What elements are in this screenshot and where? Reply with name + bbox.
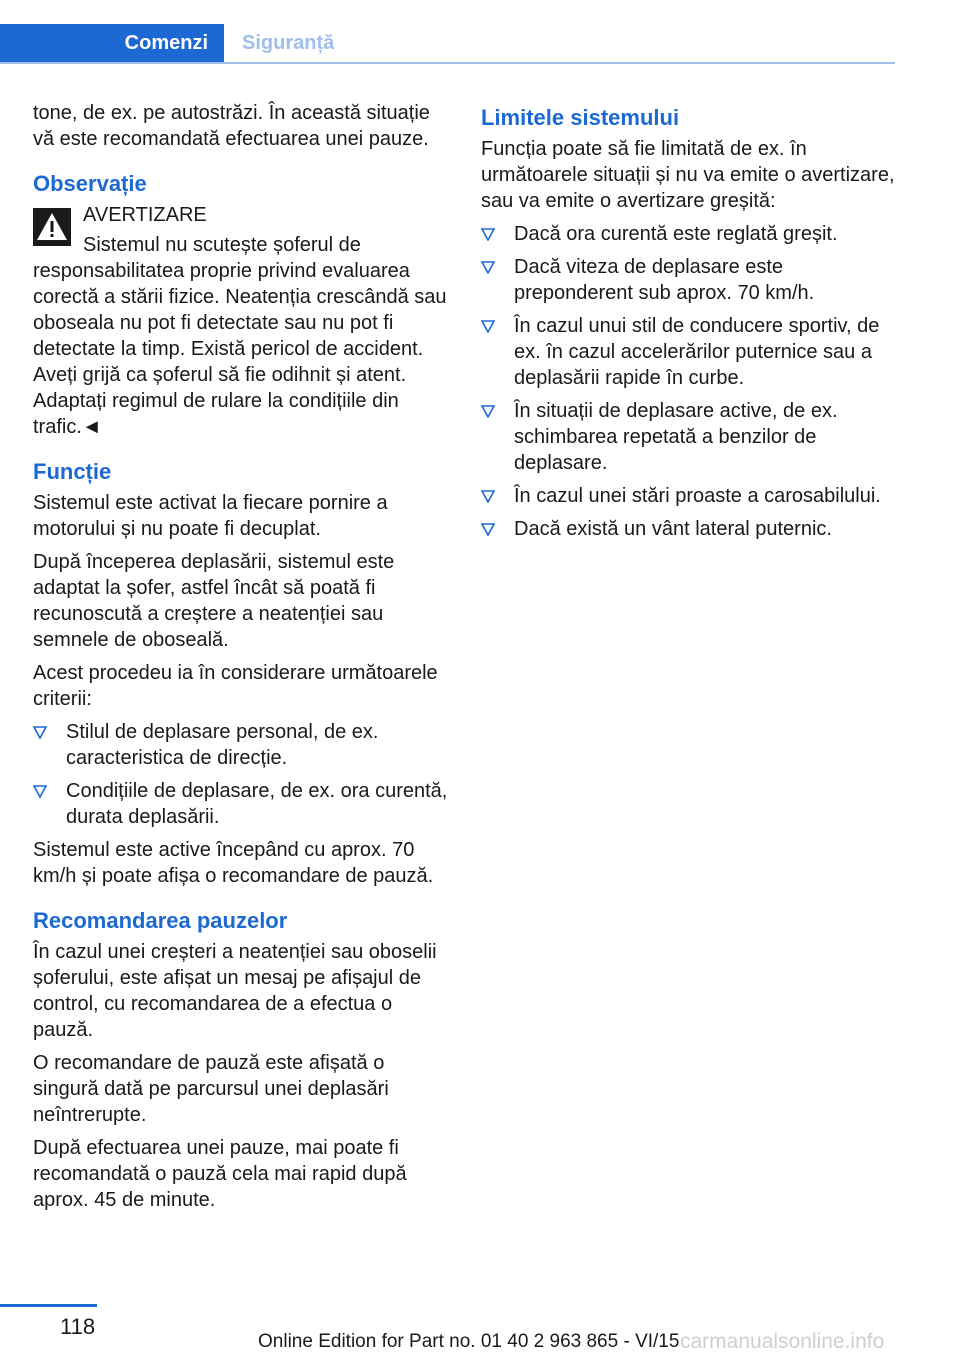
footer-accent-line bbox=[0, 1304, 97, 1307]
functie-paragraph-4: Sistemul este active începând cu aprox. 70 km/h și poate afișa o recomandare de pauză. bbox=[33, 839, 434, 887]
watermark: carmanualsonline.info bbox=[680, 1330, 885, 1353]
list-item: În cazul unui stil de conducere sportiv, de ex. în cazul accelerărilor puternice sau a deplasării rapide în curbe. bbox=[481, 313, 901, 391]
heading-observatie: Observație bbox=[33, 171, 147, 196]
recomandare-paragraph-1: În cazul unei creșteri a neatenției sau oboselii șoferului, este afișat un mesaj pe afișajul de control, cu recomandarea de a efectua o pauză. bbox=[33, 941, 437, 1041]
criteria-list bbox=[33, 719, 451, 830]
list-item: Dacă există un vânt lateral puternic. bbox=[481, 516, 901, 542]
intro-paragraph: tone, de ex. pe autostrăzi. În această situație vă este recomandată efectuarea unei pauze. bbox=[33, 102, 430, 150]
heading-limitele-sistemului: Limitele sistemului bbox=[481, 105, 680, 130]
functie-paragraph-1: Sistemul este activat la fiecare pornire a motorului și nu poate fi decuplat. bbox=[33, 492, 388, 540]
heading-functie: Funcție bbox=[33, 459, 112, 484]
left-column bbox=[33, 100, 451, 1220]
warning-text: Sistemul nu scutește șoferul de responsabilitatea proprie privind evaluarea corectă a stării fizice. Neatenția crescândă sau oboseala nu pot fi detectate sau nu pot fi detectate la timp. Există pericol de accident. Aveți grijă ca șoferul să fie odihnit și atent. Adaptați regimul de rulare la condițiile din trafic.◄ bbox=[33, 234, 447, 438]
triangle-bullet-icon bbox=[481, 261, 495, 274]
triangle-bullet-icon bbox=[481, 320, 495, 333]
limits-intro: Funcția poate să fie limitată de ex. în următoarele situații și nu va emite o avertizare, sau va emite o avertizare greșită: bbox=[481, 138, 895, 212]
header-tabs bbox=[0, 24, 895, 64]
triangle-bullet-icon bbox=[481, 405, 495, 418]
tab-siguranta[interactable]: Siguranță bbox=[242, 31, 335, 54]
warning-box bbox=[33, 202, 451, 440]
triangle-bullet-icon bbox=[33, 726, 47, 739]
list-item: Stilul de deplasare personal, de ex. caracteristica de direcție. bbox=[33, 719, 451, 771]
recomandare-paragraph-3: După efectuarea unei pauze, mai poate fi recomandată o pauză cela mai rapid după aprox. 45 de minute. bbox=[33, 1137, 407, 1211]
triangle-bullet-icon bbox=[33, 785, 47, 798]
list-item: Condițiile de deplasare, de ex. ora curentă, durata deplasării. bbox=[33, 778, 451, 830]
edition-text: Online Edition for Part no. 01 40 2 963 865 - VI/15 bbox=[258, 1331, 680, 1352]
limits-list bbox=[481, 221, 901, 542]
list-item: În cazul unei stări proaste a carosabilului. bbox=[481, 483, 901, 509]
list-item: Dacă ora curentă este reglată greșit. bbox=[481, 221, 901, 247]
list-item: În situații de deplasare active, de ex. schimbarea repetată a benzilor de deplasare. bbox=[481, 398, 901, 476]
warning-title: AVERTIZARE bbox=[83, 204, 207, 226]
triangle-bullet-icon bbox=[481, 490, 495, 503]
warning-triangle-icon bbox=[33, 208, 71, 246]
triangle-bullet-icon bbox=[481, 228, 495, 241]
list-item: Dacă viteza de deplasare este preponderent sub aprox. 70 km/h. bbox=[481, 254, 901, 306]
page-number: 118 bbox=[60, 1314, 96, 1339]
heading-recomandarea-pauzelor: Recomandarea pauzelor bbox=[33, 908, 288, 933]
triangle-bullet-icon bbox=[481, 523, 495, 536]
functie-paragraph-2: După începerea deplasării, sistemul este adaptat la șofer, astfel încât să poată fi recunoscută a creștere a neatenției sau semnele de oboseală. bbox=[33, 551, 395, 651]
functie-paragraph-3: Acest procedeu ia în considerare următoarele criterii: bbox=[33, 662, 438, 710]
right-column bbox=[481, 100, 901, 549]
tab-comenzi[interactable]: Comenzi bbox=[0, 24, 224, 62]
recomandare-paragraph-2: O recomandare de pauză este afișată o singură dată pe parcursul unei deplasări neîntrerupte. bbox=[33, 1052, 389, 1126]
